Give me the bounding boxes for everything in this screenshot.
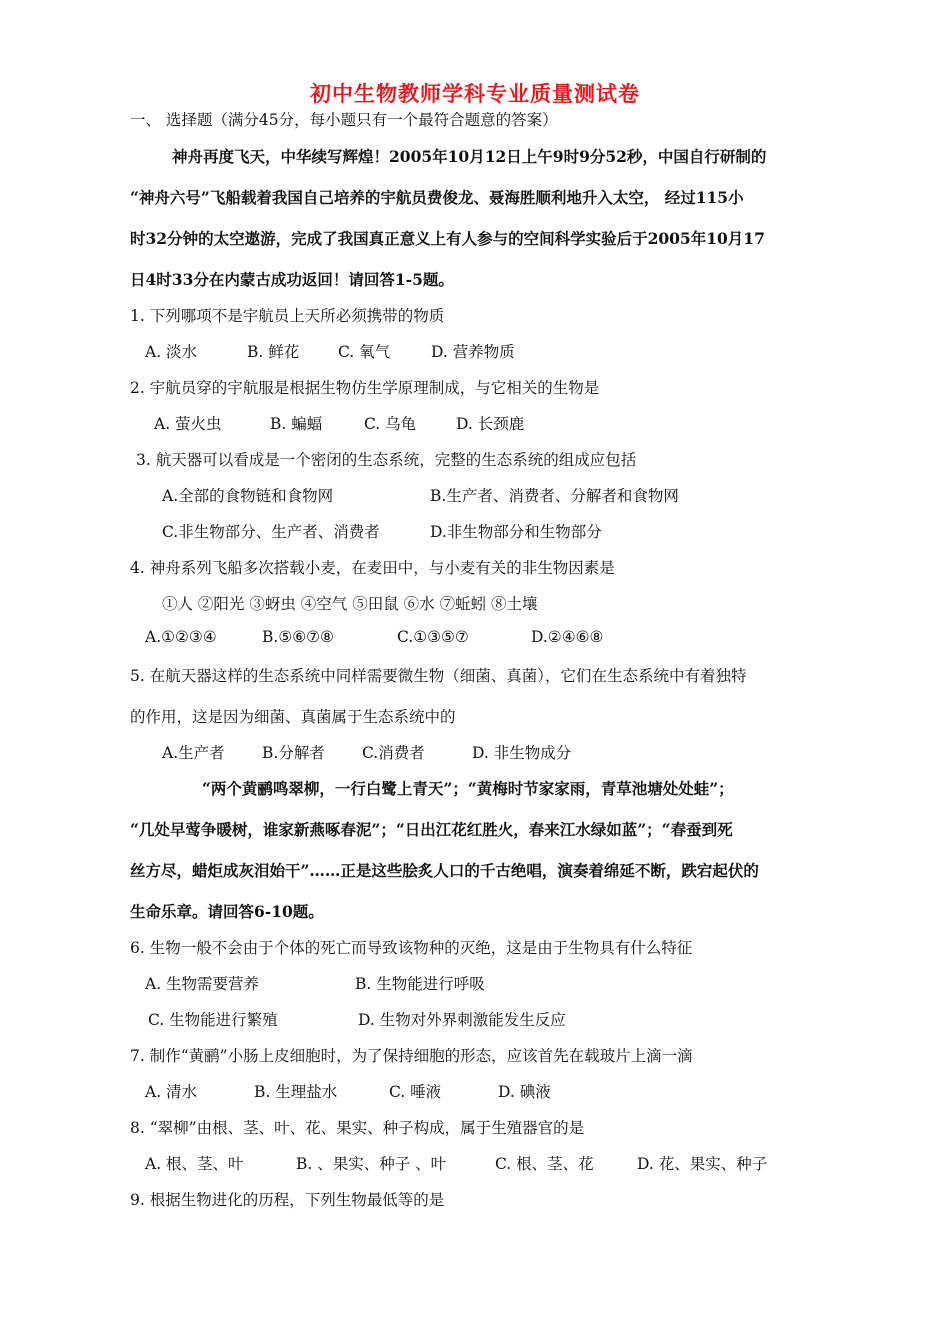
question-stem: 7. 制作“黄鹂”小肠上皮细胞时，为了保持细胞的形态，应该首先在载玻片上滴一滴 <box>130 1047 693 1065</box>
option: C.消费者 <box>362 744 425 762</box>
option: B. 生物能进行呼吸 <box>355 975 485 993</box>
passage1-line: “神舟六号”飞船载着我国自己培养的宇航员费俊龙、聂海胜顺利地升入太空， 经过115小 <box>130 188 744 207</box>
option: D.非生物部分和生物部分 <box>430 523 602 541</box>
option: C.非生物部分、生产者、消费者 <box>162 523 380 541</box>
passage1-line: 时32分钟的太空遨游，完成了我国真正意义上有人参与的空间科学实验后于2005年10月17 <box>130 229 765 248</box>
option: B. 鲜花 <box>247 343 300 361</box>
option: D. 生物对外界刺激能发生反应 <box>358 1011 566 1029</box>
option: C. 唾液 <box>389 1083 442 1101</box>
passage1-line: 日4时33分在内蒙古成功返回！请回答1-5题。 <box>130 270 454 289</box>
option: C. 乌龟 <box>364 415 417 433</box>
question-stem: 2. 宇航员穿的宇航服是根据生物仿生学原理制成，与它相关的生物是 <box>130 379 600 397</box>
option: C. 根、茎、花 <box>495 1155 594 1173</box>
option: C. 生物能进行繁殖 <box>148 1011 278 1029</box>
section-heading: 一、 选择题（满分45分，每小题只有一个最符合题意的答案） <box>130 111 558 129</box>
option: A.生产者 <box>162 744 225 762</box>
option: D. 花、果实、种子 <box>637 1155 768 1173</box>
option: C. 氧气 <box>338 343 391 361</box>
option: D. 长颈鹿 <box>456 415 525 433</box>
option: B.生产者、消费者、分解者和食物网 <box>430 487 679 505</box>
question-stem: 6. 生物一般不会由于个体的死亡而导致该物种的灭绝，这是由于生物具有什么特征 <box>130 939 693 957</box>
question-stem: 8. “翠柳”由根、茎、叶、花、果实、种子构成，属于生殖器官的是 <box>130 1119 585 1137</box>
question-items: ①人 ②阳光 ③蚜虫 ④空气 ⑤田鼠 ⑥水 ⑦蚯蚓 ⑧土壤 <box>162 595 538 613</box>
passage1-line: 神舟再度飞天，中华续写辉煌！2005年10月12日上午9时9分52秒，中国自行研制的 <box>172 147 767 166</box>
option: B.分解者 <box>262 744 325 762</box>
option: A. 淡水 <box>145 343 198 361</box>
option: D. 碘液 <box>498 1083 551 1101</box>
question-stem: 4. 神舟系列飞船多次搭载小麦，在麦田中，与小麦有关的非生物因素是 <box>130 559 615 577</box>
option: A. 根、茎、叶 <box>145 1155 244 1173</box>
option: D. 非生物成分 <box>472 744 572 762</box>
question-stem: 1. 下列哪项不是宇航员上天所必须携带的物质 <box>130 307 445 325</box>
passage2-line: “几处早莺争暖树，谁家新燕啄春泥”；“日出江花红胜火，春来江水绿如蓝”；“春蚕到死 <box>130 820 733 839</box>
page-title: 初中生物教师学科专业质量测试卷 <box>310 81 640 106</box>
option: A. 清水 <box>145 1083 198 1101</box>
passage2-line: 生命乐章。请回答6-10题。 <box>130 902 324 921</box>
question-stem: 5. 在航天器这样的生态系统中同样需要微生物（细菌、真菌），它们在生态系统中有着独特 <box>130 667 747 685</box>
option: A. 萤火虫 <box>154 415 222 433</box>
option: B. 生理盐水 <box>254 1083 338 1101</box>
option: C.①③⑤⑦ <box>397 628 469 646</box>
option: D. 营养物质 <box>431 343 515 361</box>
passage2-line: 丝方尽，蜡炬成灰泪始干”……正是这些脍炙人口的千古绝唱，演奏着绵延不断，跌宕起伏的 <box>130 861 759 880</box>
passage2-line: “两个黄鹂鸣翠柳，一行白鹭上青天”；“黄梅时节家家雨，青草池塘处处蛙”； <box>202 779 734 798</box>
option: D.②④⑥⑧ <box>531 628 604 646</box>
option: B.⑤⑥⑦⑧ <box>262 628 334 646</box>
option: A.①②③④ <box>145 628 217 646</box>
option: B. 、果实、种子 、叶 <box>296 1155 447 1173</box>
option: A. 生物需要营养 <box>145 975 260 993</box>
question-stem: 3. 航天器可以看成是一个密闭的生态系统，完整的生态系统的组成应包括 <box>136 451 637 469</box>
question-stem: 的作用，这是因为细菌、真菌属于生态系统中的 <box>130 708 456 726</box>
option: B. 蝙蝠 <box>270 415 323 433</box>
option: A.全部的食物链和食物网 <box>162 487 334 505</box>
question-stem: 9. 根据生物进化的历程，下列生物最低等的是 <box>130 1191 445 1209</box>
